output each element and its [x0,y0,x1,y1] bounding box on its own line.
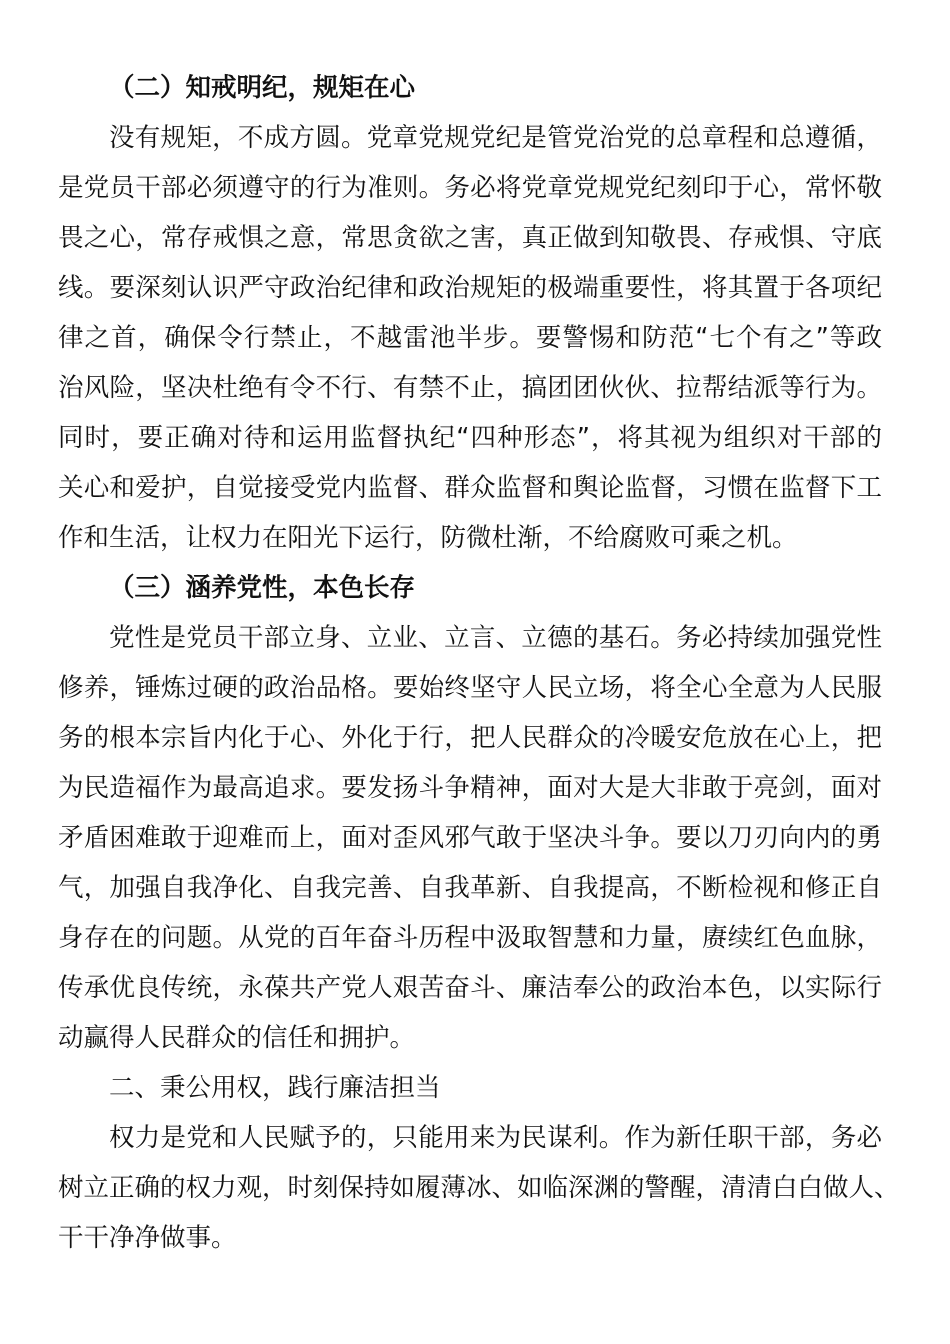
paragraph [58,113,882,563]
section-heading [58,1063,882,1113]
paragraph-line: 关心和爱护，自觉接受党内监督、群众监督和舆论监督，习惯在监督下工 [58,473,882,503]
heading-text: （三）涵养党性，本色长存 [109,573,416,603]
paragraph-line: 传承优良传统，永葆共产党人艰苦奋斗、廉洁奉公的政治本色，以实际行 [58,973,882,1003]
paragraph-line: 修养，锤炼过硬的政治品格。要始终坚守人民立场，将全心全意为人民服 [58,673,882,703]
paragraph-line: 权力是党和人民赋予的，只能用来为民谋利。作为新任职干部，务必 [109,1123,882,1153]
paragraph-line: 没有规矩，不成方圆。党章党规党纪是管党治党的总章程和总遵循， [109,123,882,153]
paragraph-line: 动赢得人民群众的信任和拥护。 [58,1023,416,1053]
heading-text: （二）知戒明纪，规矩在心 [109,73,416,103]
document-page [58,63,900,1263]
paragraph-line: 畏之心，常存戒惧之意，常思贪欲之害，真正做到知敬畏、存戒惧、守底 [58,223,882,253]
paragraph-line: 树立正确的权力观，时刻保持如履薄冰、如临深渊的警醒，清清白白做人、 [58,1173,900,1203]
section-heading [58,563,882,613]
paragraph-line: 律之首，确保令行禁止，不越雷池半步。要警惕和防范“七个有之”等政 [58,323,882,353]
paragraph-line: 矛盾困难敢于迎难而上，面对歪风邪气敢于坚决斗争。要以刀刃向内的勇 [58,823,882,853]
paragraph-line: 身存在的问题。从党的百年奋斗历程中汲取智慧和力量，赓续红色血脉， [58,923,882,953]
paragraph-line: 务的根本宗旨内化于心、外化于行，把人民群众的冷暖安危放在心上，把 [58,723,882,753]
paragraph-line: 干干净净做事。 [58,1223,237,1253]
paragraph [58,613,882,1063]
paragraph-line: 线。要深刻认识严守政治纪律和政治规矩的极端重要性，将其置于各项纪 [58,273,882,303]
paragraph [58,1113,900,1263]
paragraph-line: 治风险，坚决杜绝有令不行、有禁不止，搞团团伙伙、拉帮结派等行为。 [58,373,882,403]
paragraph-line: 为民造福作为最高追求。要发扬斗争精神，面对大是大非敢于亮剑，面对 [58,773,882,803]
paragraph-line: 是党员干部必须遵守的行为准则。务必将党章党规党纪刻印于心，常怀敬 [58,173,882,203]
paragraph-line: 作和生活，让权力在阳光下运行，防微杜渐，不给腐败可乘之机。 [58,523,798,553]
paragraph-line: 气，加强自我净化、自我完善、自我革新、自我提高，不断检视和修正自 [58,873,882,903]
section-heading [58,63,882,113]
paragraph-line: 党性是党员干部立身、立业、立言、立德的基石。务必持续加强党性 [109,623,882,653]
heading-text: 二、秉公用权，践行廉洁担当 [109,1073,441,1103]
paragraph-line: 同时，要正确对待和运用监督执纪“四种形态”，将其视为组织对干部的 [58,423,882,453]
